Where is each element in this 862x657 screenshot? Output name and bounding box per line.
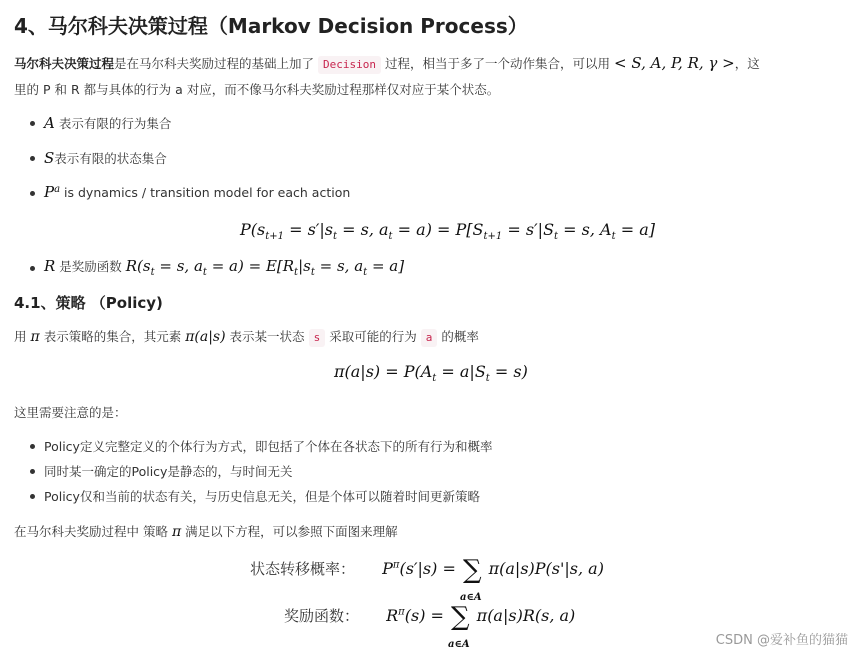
formula-policy: $\pi(a|s) = P(A_t = a|S_t = s)$ [334,362,528,385]
mdp-tuple: < S, A, P, R, γ > [614,54,735,72]
policy-expression: π(a|s) [185,329,226,345]
text: 满足以下方程，可以参照下面图来理解 [185,524,398,539]
superscript-a: a [54,183,61,195]
bullet-policy-current-state: Policy仅和当前的状态有关，与历史信息无关，但是个体可以随着时间更新策略 [44,489,480,504]
equation-lhs: $P^\pi(s'|s)$ = [382,559,456,578]
bullet-dot [30,266,35,271]
page-title: 4、马尔科夫决策过程（Markov Decision Process） [14,14,528,38]
bullet-text: 表示有限的行为集合 [54,116,172,131]
text: 表示某一状态 [229,329,305,344]
symbol-P: P [44,183,55,201]
mrp-policy-line [14,522,398,540]
bullet-reward-function [44,257,404,278]
symbol-A: A [44,114,55,132]
text: 在马尔科夫奖励过程中 策略 [14,524,168,539]
equation-transition [250,555,604,603]
intro-line-1 [14,53,760,74]
formula-reward: $R(s_t = s$, $a_t = a) = E[R_t|s_t = s$, $a_t = a$] [125,257,405,278]
bullet-text: 是奖励函数 [55,259,126,274]
bullet-policy-static: 同时某一确定的Policy是静态的，与时间无关 [44,464,293,479]
policy-definition-line [14,327,479,347]
intro-line-2: 里的 P 和 R 都与具体的行为 a 对应，而不像马尔科夫奖励过程那样仅对应于某个状态。 [14,82,500,97]
summation-symbol: ∑ a∈A [463,560,482,580]
intro-text-1: 是在马尔科夫奖励过程的基础上加了 [114,56,315,71]
inline-code-s: s [309,329,326,347]
equation-rhs: π(a|s)R(s, a) [476,606,576,625]
summation-symbol: ∑ a∈A [451,607,470,627]
equation-reward [284,602,576,650]
formula-transition-probability: $P(s_{t+1} = s'|s_t = s$, $a_t = a) = P[S_{t+1} = s'|S_t = s$, $A_t = a$] [240,220,655,243]
summation-subscript: a∈A [448,639,470,650]
symbol-R: R [44,257,56,275]
inline-code-decision: Decision [318,56,381,74]
bullet-dot [30,191,35,196]
bullet-dot [30,156,35,161]
bullet-dot [30,121,35,126]
watermark: CSDN @爱补鱼的猫猫 [715,633,848,648]
bullet-text: 表示有限的状态集合 [54,151,167,166]
text: 的概率 [441,329,479,344]
intro-text-3: ，这 [734,56,760,71]
section-heading-policy: 4.1、策略 （Policy) [14,294,163,312]
bullet-state-set [44,149,167,167]
bullet-action-set [44,114,171,132]
symbol-pi: π [171,524,182,540]
bullet-text: is dynamics / transition model for each action [60,185,351,200]
symbol-pi: π [30,329,40,345]
equation-rhs: π(a|s)P(s'|s, a) [488,559,604,578]
note-text: 这里需要注意的是： [14,405,127,420]
bullet-transition-model [44,183,350,201]
text: 采取可能的行为 [329,329,417,344]
bullet-dot [30,444,35,449]
summation-subscript: a∈A [459,592,482,603]
intro-text-2: 过程，相当于多了一个动作集合，可以用 [385,56,611,71]
intro-bold-term: 马尔科夫决策过程 [14,56,115,71]
equation-label: 奖励函数： [284,607,360,625]
bullet-dot [30,494,35,499]
inline-code-a: a [421,329,438,347]
bullet-dot [30,469,35,474]
text: 用 [14,329,27,344]
equation-lhs: $R^\pi(s)$ = [386,606,444,625]
bullet-policy-definition: Policy定义完整定义的个体行为方式，即包括了个体在各状态下的所有行为和概率 [44,439,493,454]
text: 表示策略的集合，其元素 [43,329,182,344]
symbol-S: S [44,149,55,167]
equation-label: 状态转移概率： [250,560,356,578]
